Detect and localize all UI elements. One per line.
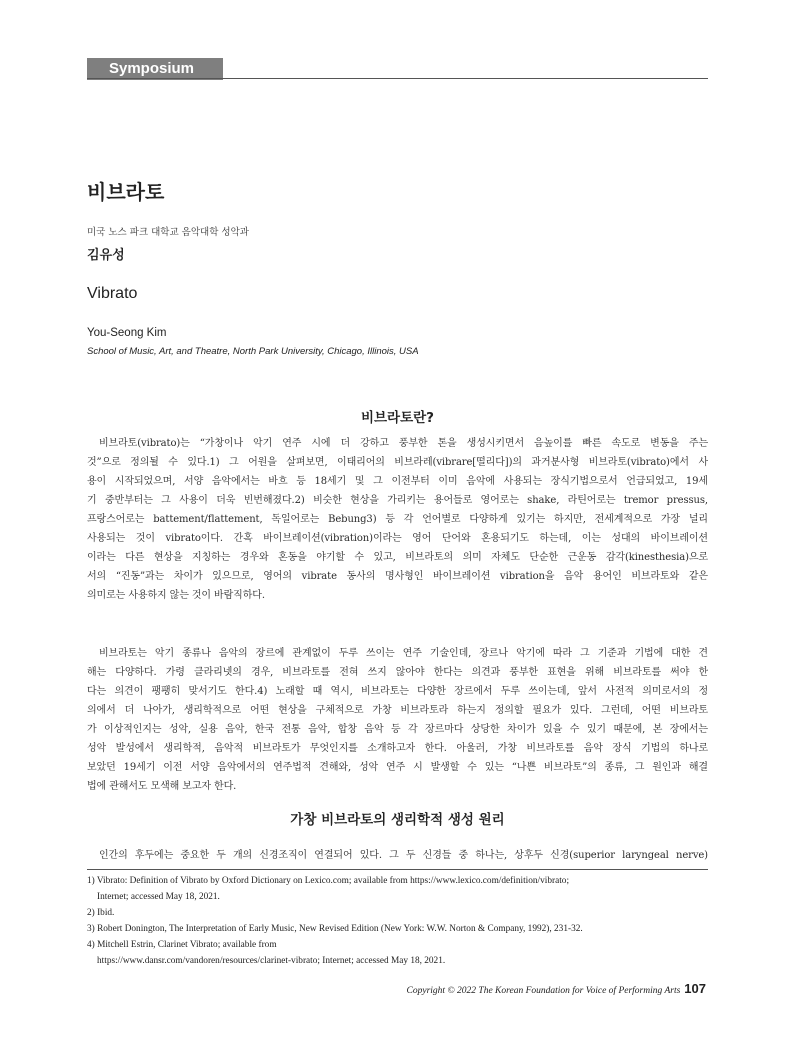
paragraph-1 [87, 434, 708, 605]
article-title-en: Vibrato [87, 285, 138, 302]
paragraph-line: 프랑스어로는 battement/flattement, 독일어로는 Bebung3) 등 각 언어별로 다양하게 있기는 하지만, 전세계적으로 가장 널리 [87, 514, 708, 525]
footnote-4: 4) Mitchell Estrin, Clarinet Vibrato; available from [87, 940, 277, 950]
paragraph-3 [87, 846, 708, 865]
copyright-notice: Copyright © 2022 The Korean Foundation for Voice of Performing Arts [406, 986, 681, 996]
footnote-2: 2) Ibid. [87, 908, 115, 918]
affiliation-ko: 미국 노스 파크 대학교 음악대학 성악과 [87, 227, 249, 238]
footnote-rule [87, 869, 708, 870]
author-en: You-Seong Kim [87, 327, 167, 339]
footnote-4-cont: https://www.dansr.com/vandoren/resources/clarinet-vibrato; Internet; accessed May 18, 2021. [97, 956, 446, 966]
page-footer [407, 981, 706, 996]
paragraph-line: 의미로는 사용하지 않는 것이 바람직하다. [87, 590, 265, 601]
paragraph-line: 비브라토는 악기 종류나 음악의 장르에 관계없이 두루 쓰이는 연주 기술인데, 장르나 악기에 따라 그 기준과 기법에 대한 견 [99, 648, 708, 659]
paragraph-line: 가 이상적인지는 성악, 실용 음악, 한국 전통 음악, 합창 음악 등 각 장르마다 상당한 차이가 있을 수 있기 때문에, 본 장에서는 [87, 724, 708, 735]
paragraph-line: 용이 시작되었으며, 서양 음악에서는 바흐 등 18세기 및 그 이전부터 이미 음악에 사용되는 장식기법으로서 언급되었고, 19세 [87, 476, 708, 487]
article-title: 비브라토 [87, 180, 165, 204]
paragraph-line: 보았던 19세기 이전 서양 음악에서의 연주법적 견해와, 성악 연주 시 발생할 수 있는 “나쁜 비브라토”의 종류, 그 원인과 해결 [87, 762, 708, 773]
paragraph-2 [87, 644, 708, 796]
paragraph-line: 비브라토(vibrato)는 “가창이나 악기 연주 시에 더 강하고 풍부한 톤을 생성시키면서 음높이를 빠른 속도로 변동을 주는 [99, 438, 708, 449]
section-heading-what-is-vibrato: 비브라토란? [360, 410, 435, 426]
paragraph-line: 인간의 후두에는 중요한 두 개의 신경조직이 연결되어 있다. 그 두 신경들 중 하나는, 상후두 신경(superior laryngeal nerve) [99, 850, 708, 861]
paragraph-line: 서의 “진동”과는 차이가 있으므로, 영어의 vibrate 동사의 명사형인 바이브레이션 vibration을 음악 용어인 비브라토와 같은 [87, 571, 708, 582]
affiliation-en: School of Music, Art, and Theatre, North Park University, Chicago, Illinois, USA [87, 346, 419, 357]
header-rule [87, 78, 708, 79]
footnote-1-cont: Internet; accessed May 18, 2021. [97, 892, 220, 902]
paragraph-line: 이라는 다른 현상을 지칭하는 경우와 혼동을 야기할 수 있고, 비브라토의 의미 자체도 단순한 근운동 감각(kinesthesia)으로 [87, 552, 708, 563]
paragraph-line: 해는 다양하다. 가령 클라리넷의 경우, 비브라토를 전혀 쓰지 않아야 한다는 의견과 풍부한 표현을 위해 비브라토를 써야 한 [87, 667, 708, 678]
paragraph-line: 다는 의견이 팽팽히 맞서기도 한다.4) 노래할 때 역시, 비브라토는 다양한 장르에서 두루 쓰이는데, 앞서 사전적 의미로서의 정 [87, 686, 708, 697]
page-number: 107 [684, 981, 706, 996]
section-label: Symposium [87, 58, 223, 80]
paragraph-line: 것”으로 정의될 수 있다.1) 그 어원을 살펴보면, 이태리어의 비브라레(vibrare[떨리다])의 과거분사형 비브라토(vibrato)에서 사 [87, 457, 708, 468]
paragraph-line: 의에서 더 나아가, 생리학적으로 어떤 현상을 구체적으로 가창 비브라토라 하는지 정의할 필요가 있다. 그런데, 어떤 비브라토 [87, 705, 708, 716]
paragraph-line: 사용되는 것이 vibrato이다. 간혹 바이브레이션(vibration)이라는 영어 단어와 혼용되기도 하는데, 이는 성대의 바이브레이션 [87, 533, 708, 544]
paragraph-line: 기 중반부터는 그 사용이 더욱 빈번해졌다.2) 비슷한 현상을 가리키는 용어들로 영어로는 shake, 라틴어로는 tremor pressus, [87, 495, 708, 506]
paragraph-line: 성악 발성에서 생리학적, 음악적 비브라토가 무엇인지를 소개하고자 한다. 아울러, 가창 비브라토를 음악 장식 기법의 하나로 [87, 743, 708, 754]
footnotes [87, 873, 708, 969]
author-ko: 김유성 [87, 248, 125, 263]
footnote-1: 1) Vibrato: Definition of Vibrato by Oxford Dictionary on Lexico.com; available from https://www.lexico.com/definition/vibrato; [87, 876, 570, 886]
paragraph-line: 법에 관해서도 모색해 보고자 한다. [87, 781, 237, 792]
section-heading-physiology: 가창 비브라토의 생리학적 생성 원리 [290, 812, 505, 828]
footnote-3: 3) Robert Donington, The Interpretation of Early Music, New Revised Edition (New York: W.W. Norton & Company, 1992), 231-32. [87, 924, 583, 934]
